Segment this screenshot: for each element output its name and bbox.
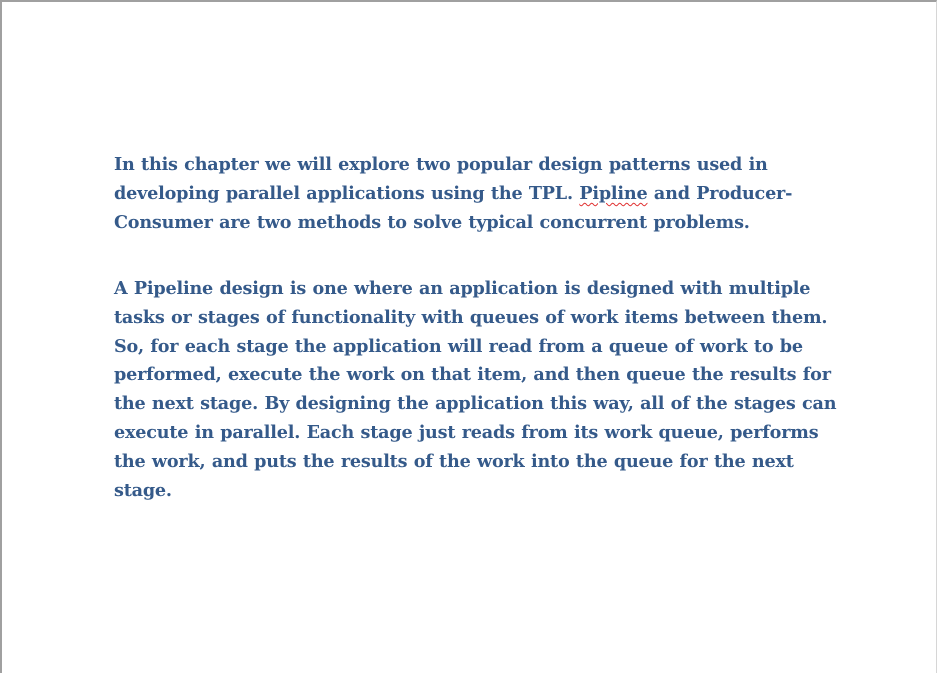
paragraph-intro-text-end: and Producer-Consumer are two methods to solve typical concurrent problems. <box>114 182 793 233</box>
paragraph-pipeline[interactable]: A Pipeline design is one where an application is designed with multiple tasks or stages of functionality with queues of work items between them. So, for each stage the application will read from a queue of work to be performed, execute the work on that item, and then queue the results for the next stage. By designing the application this way, all of the stages can execute in parallel. Each stage just reads from its work queue, performs the work, and puts the results of the work into the queue for the next stage. <box>114 277 837 502</box>
paragraph-intro-text-start: In this chapter we will explore two popular design patterns used in developing parallel applications using the TPL. <box>114 154 768 204</box>
paragraph-intro[interactable] <box>114 151 839 238</box>
misspelled-word[interactable]: Pipline <box>579 182 648 204</box>
document-body[interactable] <box>114 151 839 506</box>
